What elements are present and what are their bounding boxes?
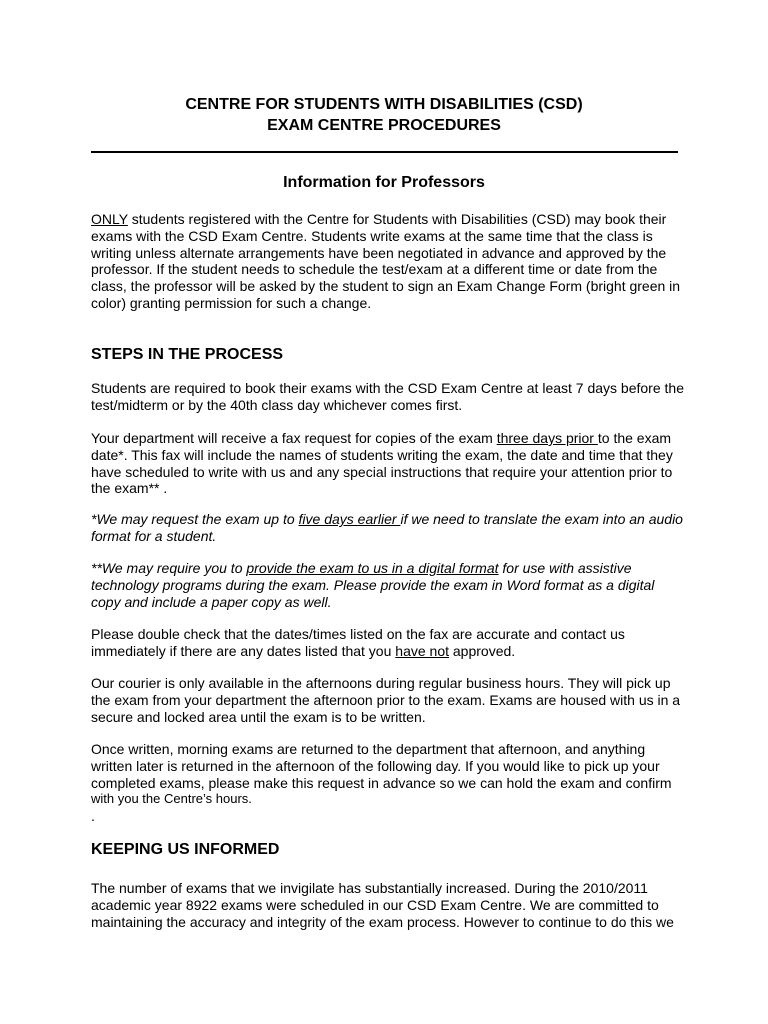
intro-line-3: writing unless alternate arrangements have been negotiated in advance and approved by the xyxy=(91,244,667,261)
title-line-2: EXAM CENTRE PROCEDURES xyxy=(267,117,501,134)
steps-paragraph-3: Please double check that the dates/times listed on the fax are accurate and contact us immediately if there are any dates listed that you have not approved. xyxy=(91,626,625,659)
steps-paragraph-1: Students are required to book their exams with the CSD Exam Centre at least 7 days before the test/midterm or by the 40th class day whichever comes first. xyxy=(91,380,684,413)
intro-line-4: professor. If the student needs to schedule the test/exam at a different time or date from the xyxy=(91,261,658,278)
digital-format-emphasis: provide the exam to us in a digital format xyxy=(246,560,499,576)
keeping-informed-heading: KEEPING US INFORMED xyxy=(91,841,280,858)
note-1: *We may request the exam up to five days earlier if we need to translate the exam into an audio format for a student. xyxy=(91,511,683,544)
title-divider xyxy=(91,151,678,153)
informed-paragraph-1: The number of exams that we invigilate has substantially increased. During the 2010/2011 academic year 8922 exams were scheduled in our CSD Exam Centre. We are committed to maintaining the accuracy and integrity of the exam process. However to continue to do this we xyxy=(91,880,674,930)
steps-heading: STEPS IN THE PROCESS xyxy=(91,346,284,363)
five-days-earlier-emphasis: five days earlier xyxy=(298,511,401,527)
steps-paragraph-5: Once written, morning exams are returned to the department that afternoon, and anything written later is returned in the afternoon of the following day. If you would like to pick up your completed exams, please make this request in advance so we can hold the exam and confirm with you the Centre’s hours. . xyxy=(91,741,672,825)
document-title xyxy=(0,94,768,136)
intro-line-6: color) granting permission for such a change. xyxy=(91,294,372,311)
intro-line-5: class, the professor will be asked by the student to sign an Exam Change Form (bright green in xyxy=(91,278,681,295)
have-not-emphasis: have not xyxy=(395,642,449,659)
steps-paragraph-2: Your department will receive a fax request for copies of the exam three days prior to the exam date*. This fax will include the names of students writing the exam, the date and time that they have scheduled to write with us and any special instructions that require your attention prior to the exam** . xyxy=(91,430,673,497)
document-subtitle: Information for Professors xyxy=(283,174,485,191)
only-emphasis: ONLY xyxy=(91,211,128,227)
three-days-prior-emphasis: three days prior xyxy=(496,430,598,446)
intro-line-1: ONLY students registered with the Centre for Students with Disabilities (CSD) may book their xyxy=(91,211,667,227)
title-line-1: CENTRE FOR STUDENTS WITH DISABILITIES (CSD) xyxy=(185,96,583,113)
note-2: **We may require you to provide the exam to us in a digital format for use with assistive technology programs during the exam. Please provide the exam in Word format as a digital copy and include a paper copy as well. xyxy=(91,560,655,610)
steps-paragraph-4: Our courier is only available in the afternoons during regular business hours. They will pick up the exam from your department the afternoon prior to the exam. Exams are housed with us in a secure and locked area until the exam is to be written. xyxy=(91,675,681,725)
intro-paragraph xyxy=(91,211,691,312)
intro-line-2: exams with the CSD Exam Centre. Students write exams at the same time that the class is xyxy=(91,227,653,244)
